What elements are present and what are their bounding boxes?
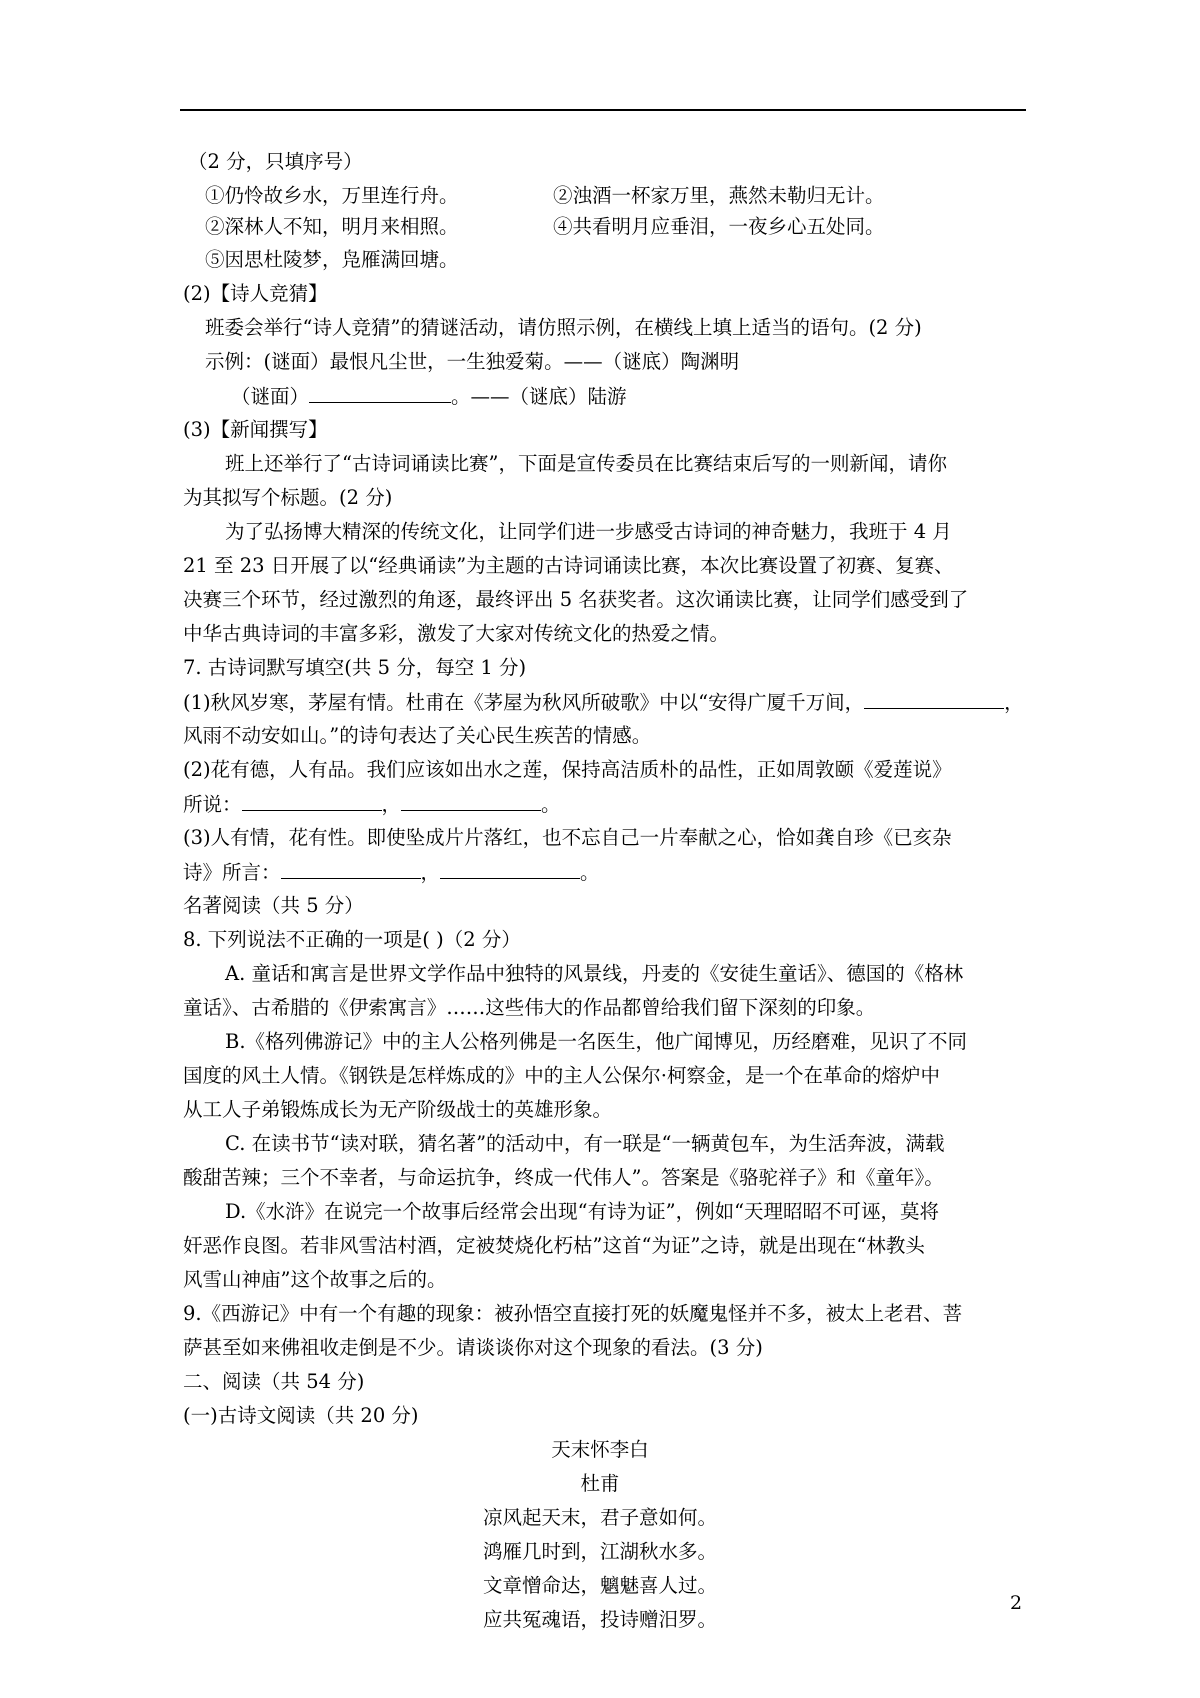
q8-option-b-line2: 国度的风土人情。《钢铁是怎样炼成的》中的主人公保尔·柯察金，是一个在革命的熔炉中 <box>183 1064 940 1087</box>
q8-option-c-line2: 酸甜苦辣；三个不幸者，与命运抗争，终成一代伟人”。答案是《骆驼祥子》和《童年》。 <box>183 1166 944 1189</box>
q7-2-comma: ， <box>381 793 402 816</box>
q7-3-end: 。 <box>580 861 600 884</box>
q7-1-blank[interactable] <box>864 690 1004 709</box>
q8-option-c-line1: C. 在读书节“读对联，猜名著”的活动中，有一联是“一辆黄包车，为生活奔波，满载 <box>225 1132 945 1155</box>
news-line3: 决赛三个环节，经过激烈的角逐，最终评出 5 名获奖者。这次诵读比赛，让同学们感受到了 <box>183 588 969 611</box>
q7-1-text: (1)秋风岁寒，茅屋有情。杜甫在《茅屋为秋风所破歌》中以“安得广厦千万间， <box>183 691 865 714</box>
poem-line: 文章憎命达，魑魅喜人过。 <box>482 1574 717 1597</box>
q6-2-intro: 班委会举行“诗人竞猜”的猜谜活动，请仿照示例，在横线上填上适当的语句。(2 分) <box>205 316 922 339</box>
q9-line1: 9.《西游记》中有一个有趣的现象：被孙悟空直接打死的妖魔鬼怪并不多，被太上老君、菩 <box>183 1302 963 1325</box>
q7-2-end: 。 <box>541 793 561 816</box>
q8-option-b-line3: 从工人子弟锻炼成长为无产阶级战士的英雄形象。 <box>183 1098 613 1121</box>
option-5: ⑤因思杜陵梦，凫雁满回塘。 <box>205 248 459 271</box>
poem-line: 鸿雁几时到，江湖秋水多。 <box>482 1540 717 1563</box>
q6-2-example: 示例：(谜面）最恨凡尘世，一生独爱菊。——（谜底）陶渊明 <box>205 350 740 373</box>
section2-heading: 二、阅读（共 54 分) <box>183 1370 365 1393</box>
section2-sub1-heading: (一)古诗文阅读（共 20 分) <box>183 1404 419 1427</box>
q8-stem: 8. 下列说法不正确的一项是( )（2 分） <box>183 928 521 951</box>
q7-1-line1 <box>183 690 1024 715</box>
famous-works-heading: 名著阅读（共 5 分） <box>183 894 364 917</box>
poem-title: 天末怀李白 <box>551 1438 649 1461</box>
poem-author: 杜甫 <box>580 1472 620 1495</box>
q7-3-comma: ， <box>420 861 441 884</box>
q7-3-line2 <box>183 860 600 885</box>
poem-line: 凉风起天末，君子意如何。 <box>482 1506 717 1529</box>
q8-option-d-line3: 风雪山神庙”这个故事之后的。 <box>183 1268 447 1291</box>
q6-2-riddle <box>231 384 627 409</box>
q6-3-intro-line2: 为其拟写个标题。(2 分) <box>183 486 393 509</box>
q6-1-instruction: （2 分，只填序号） <box>188 150 363 173</box>
q7-2-blank-1[interactable] <box>242 792 382 811</box>
q6-3-intro-line1: 班上还举行了“古诗词诵读比赛”，下面是宣传委员在比赛结束后写的一则新闻，请你 <box>225 452 947 475</box>
q7-3-prefix: 诗》所言： <box>183 861 281 884</box>
news-line2: 21 至 23 日开展了以“经典诵读”为主题的古诗词诵读比赛，本次比赛设置了初赛、复赛、 <box>183 554 954 577</box>
option-3: ②深林人不知，明月来相照。 <box>205 215 459 238</box>
q7-2-line1: (2)花有德，人有品。我们应该如出水之莲，保持高洁质朴的品性，正如周敦颐《爱莲说》 <box>183 758 952 781</box>
q7-3-blank-1[interactable] <box>281 860 421 879</box>
q8-option-d-line2: 奸恶作良图。若非风雪沽村酒，定被焚烧化朽枯”这首“为证”之诗，就是出现在“林教头 <box>183 1234 925 1257</box>
q6-2-heading: (2)【诗人竞猜】 <box>183 282 328 305</box>
option-1: ①仍怜故乡水，万里连行舟。 <box>205 184 459 207</box>
riddle-answer-blank[interactable] <box>309 384 451 403</box>
q7-2-prefix: 所说： <box>183 793 242 816</box>
q7-heading: 7. 古诗词默写填空(共 5 分，每空 1 分) <box>183 656 527 679</box>
poem-line: 应共冤魂语，投诗赠汨罗。 <box>482 1608 717 1631</box>
q8-option-b-line1: B.《格列佛游记》中的主人公格列佛是一名医生，他广闻博见，历经磨难，见识了不同 <box>225 1030 968 1053</box>
q9-line2: 萨甚至如来佛祖收走倒是不少。请谈谈你对这个现象的看法。(3 分) <box>183 1336 763 1359</box>
q7-2-blank-2[interactable] <box>401 792 541 811</box>
q7-1-comma: ， <box>1004 691 1024 714</box>
news-line1: 为了弘扬博大精深的传统文化，让同学们进一步感受古诗词的神奇魅力，我班于 4 月 <box>225 520 952 543</box>
page-number: 2 <box>1010 1592 1023 1614</box>
q7-2-line2 <box>183 792 561 817</box>
q8-option-a-line1: A. 童话和寓言是世界文学作品中独特的风景线，丹麦的《安徒生童话》、德国的《格林 <box>225 962 964 985</box>
q6-3-heading: (3)【新闻撰写】 <box>183 418 328 441</box>
option-4: ④共看明月应垂泪，一夜乡心五处同。 <box>553 215 885 238</box>
riddle-prefix: （谜面） <box>231 385 310 408</box>
news-line4: 中华古典诗词的丰富多彩，激发了大家对传统文化的热爱之情。 <box>183 622 730 645</box>
q7-3-blank-2[interactable] <box>440 860 580 879</box>
q7-1-line2: 风雨不动安如山。”的诗句表达了关心民生疾苦的情感。 <box>183 724 652 747</box>
q8-option-a-line2: 童话》、古希腊的《伊索寓言》……这些伟大的作品都曾给我们留下深刻的印象。 <box>183 996 876 1019</box>
q7-3-line1: (3)人有情，花有性。即使坠成片片落红，也不忘自己一片奉献之心，恰如龚自珍《已亥杂 <box>183 826 952 849</box>
riddle-suffix: 。——（谜底）陆游 <box>451 385 627 408</box>
option-2: ②浊酒一杯家万里，燕然未勒归无计。 <box>553 184 885 207</box>
q8-option-d-line1: D.《水浒》在说完一个故事后经常会出现“有诗为证”，例如“天理昭昭不可诬，莫将 <box>225 1200 940 1223</box>
header-rule <box>180 109 1026 111</box>
